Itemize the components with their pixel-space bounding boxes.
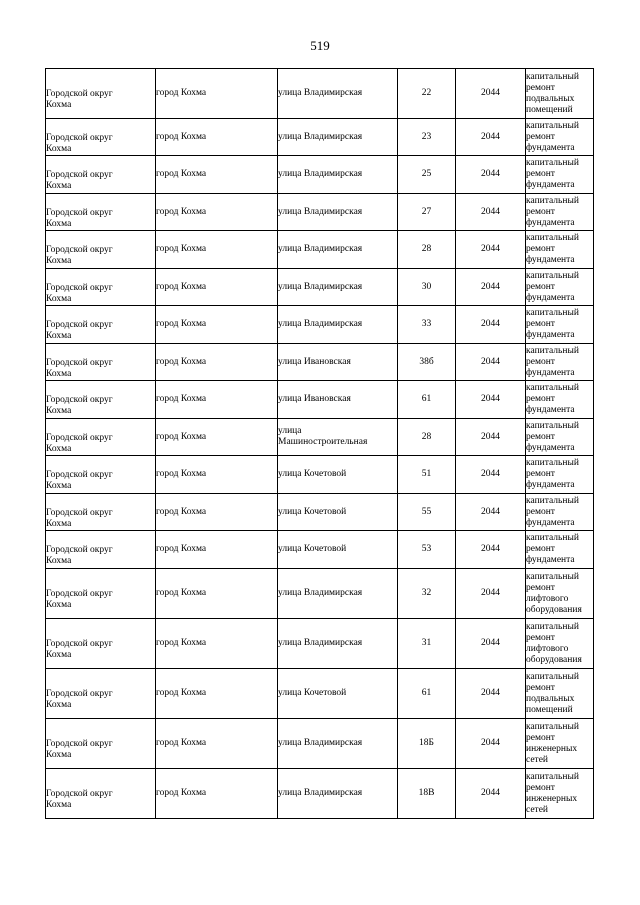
cell-district: [46, 419, 156, 456]
cell-house: 28: [398, 419, 456, 456]
cell-district: [46, 531, 156, 569]
cell-district: [46, 719, 156, 769]
cell-street: улица Владимирская: [278, 769, 398, 819]
cell-city: город Кохма: [156, 194, 278, 231]
cell-year: 2044: [456, 769, 526, 819]
cell-work: капитальный ремонт фундамента: [526, 156, 594, 194]
cell-year: 2044: [456, 456, 526, 494]
table-row: [46, 669, 594, 719]
table-row: [46, 231, 594, 269]
cell-district: [46, 456, 156, 494]
cell-street: улица Владимирская: [278, 156, 398, 194]
cell-city: город Кохма: [156, 419, 278, 456]
cell-house: 28: [398, 231, 456, 269]
table-row: [46, 119, 594, 156]
cell-street: улица Владимирская: [278, 194, 398, 231]
cell-year: 2044: [456, 719, 526, 769]
cell-house: 27: [398, 194, 456, 231]
cell-house: 61: [398, 669, 456, 719]
district-label: Городской округ Кохма: [46, 132, 113, 154]
cell-work: капитальный ремонт лифтового оборудования: [526, 569, 594, 619]
district-label: Городской округ Кохма: [46, 207, 113, 229]
cell-house: 31: [398, 619, 456, 669]
cell-street: улица Владимирская: [278, 69, 398, 119]
cell-work: капитальный ремонт фундамента: [526, 306, 594, 344]
cell-year: 2044: [456, 269, 526, 306]
cell-city: город Кохма: [156, 306, 278, 344]
cell-district: [46, 231, 156, 269]
cell-district: [46, 769, 156, 819]
cell-city: город Кохма: [156, 719, 278, 769]
page-number: 519: [310, 38, 330, 53]
district-label: Городской округ Кохма: [46, 545, 113, 566]
cell-work: капитальный ремонт фундамента: [526, 531, 594, 569]
district-label: Городской округ Кохма: [46, 739, 113, 760]
cell-work: капитальный ремонт инженерных сетей: [526, 769, 594, 819]
cell-district: [46, 194, 156, 231]
cell-house: 38б: [398, 344, 456, 381]
table-row: [46, 194, 594, 231]
cell-street: улица Владимирская: [278, 119, 398, 156]
district-label: Городской округ Кохма: [46, 589, 113, 610]
cell-city: город Кохма: [156, 381, 278, 419]
cell-house: 23: [398, 119, 456, 156]
cell-work: капитальный ремонт фундамента: [526, 344, 594, 381]
cell-house: 32: [398, 569, 456, 619]
district-label: Городской округ Кохма: [46, 395, 113, 416]
cell-street: улица Кочетовой: [278, 456, 398, 494]
table-row: [46, 619, 594, 669]
district-label: Городской округ Кохма: [46, 282, 113, 304]
cell-city: город Кохма: [156, 69, 278, 119]
cell-district: [46, 119, 156, 156]
cell-street: улица Кочетовой: [278, 531, 398, 569]
cell-district: [46, 306, 156, 344]
cell-year: 2044: [456, 306, 526, 344]
cell-city: город Кохма: [156, 531, 278, 569]
table-row: [46, 269, 594, 306]
cell-year: 2044: [456, 531, 526, 569]
table-row: [46, 531, 594, 569]
capital-repair-table: [45, 68, 594, 819]
cell-district: [46, 69, 156, 119]
cell-city: город Кохма: [156, 494, 278, 531]
table-row: [46, 344, 594, 381]
cell-year: 2044: [456, 381, 526, 419]
table-body: [46, 69, 594, 819]
cell-work: капитальный ремонт фундамента: [526, 269, 594, 306]
cell-city: город Кохма: [156, 669, 278, 719]
table-row: [46, 769, 594, 819]
cell-house: 18В: [398, 769, 456, 819]
cell-street: улица Владимирская: [278, 719, 398, 769]
cell-street: улица Владимирская: [278, 569, 398, 619]
cell-district: [46, 156, 156, 194]
cell-year: 2044: [456, 494, 526, 531]
table-row: [46, 381, 594, 419]
cell-year: 2044: [456, 669, 526, 719]
cell-city: город Кохма: [156, 269, 278, 306]
cell-city: город Кохма: [156, 569, 278, 619]
cell-street: улица Ивановская: [278, 381, 398, 419]
cell-work: капитальный ремонт фундамента: [526, 194, 594, 231]
district-label: Городской округ Кохма: [46, 170, 113, 191]
cell-work: капитальный ремонт фундамента: [526, 494, 594, 531]
district-label: Городской округ Кохма: [46, 470, 113, 491]
table-row: [46, 456, 594, 494]
district-label: Городской округ Кохма: [46, 89, 113, 110]
cell-work: капитальный ремонт подвальных помещений: [526, 669, 594, 719]
cell-district: [46, 344, 156, 381]
district-label: Городской округ Кохма: [46, 789, 113, 810]
cell-year: 2044: [456, 231, 526, 269]
cell-year: 2044: [456, 344, 526, 381]
cell-city: город Кохма: [156, 344, 278, 381]
cell-district: [46, 381, 156, 419]
cell-street: улица Владимирская: [278, 269, 398, 306]
cell-work: капитальный ремонт фундамента: [526, 231, 594, 269]
district-label: Городской округ Кохма: [46, 320, 113, 341]
district-label: Городской округ Кохма: [46, 432, 113, 454]
cell-work: капитальный ремонт лифтового оборудования: [526, 619, 594, 669]
cell-city: город Кохма: [156, 619, 278, 669]
cell-house: 51: [398, 456, 456, 494]
cell-house: 18Б: [398, 719, 456, 769]
cell-city: город Кохма: [156, 456, 278, 494]
cell-year: 2044: [456, 194, 526, 231]
cell-street: улица Машиностроительная: [278, 419, 398, 456]
cell-house: 25: [398, 156, 456, 194]
district-label: Городской округ Кохма: [46, 245, 113, 266]
table-row: [46, 494, 594, 531]
table-row: [46, 719, 594, 769]
district-label: Городской округ Кохма: [46, 507, 113, 529]
cell-street: улица Владимирская: [278, 231, 398, 269]
cell-street: улица Кочетовой: [278, 494, 398, 531]
cell-district: [46, 494, 156, 531]
cell-street: улица Владимирская: [278, 619, 398, 669]
table-row: [46, 69, 594, 119]
district-label: Городской округ Кохма: [46, 639, 113, 660]
cell-district: [46, 569, 156, 619]
table-row: [46, 156, 594, 194]
cell-street: улица Ивановская: [278, 344, 398, 381]
cell-house: 33: [398, 306, 456, 344]
cell-district: [46, 619, 156, 669]
cell-house: 55: [398, 494, 456, 531]
cell-city: город Кохма: [156, 156, 278, 194]
cell-city: город Кохма: [156, 119, 278, 156]
cell-street: улица Владимирская: [278, 306, 398, 344]
table-row: [46, 306, 594, 344]
cell-work: капитальный ремонт фундамента: [526, 456, 594, 494]
district-label: Городской округ Кохма: [46, 357, 113, 379]
cell-city: город Кохма: [156, 231, 278, 269]
cell-house: 30: [398, 269, 456, 306]
table-row: [46, 569, 594, 619]
cell-work: капитальный ремонт инженерных сетей: [526, 719, 594, 769]
cell-house: 53: [398, 531, 456, 569]
cell-work: капитальный ремонт фундамента: [526, 419, 594, 456]
cell-year: 2044: [456, 69, 526, 119]
cell-year: 2044: [456, 419, 526, 456]
cell-year: 2044: [456, 119, 526, 156]
cell-year: 2044: [456, 619, 526, 669]
cell-house: 22: [398, 69, 456, 119]
cell-city: город Кохма: [156, 769, 278, 819]
cell-district: [46, 269, 156, 306]
cell-street: улица Кочетовой: [278, 669, 398, 719]
cell-year: 2044: [456, 569, 526, 619]
district-label: Городской округ Кохма: [46, 689, 113, 710]
cell-year: 2044: [456, 156, 526, 194]
cell-work: капитальный ремонт фундамента: [526, 119, 594, 156]
table-row: [46, 419, 594, 456]
cell-house: 61: [398, 381, 456, 419]
cell-work: капитальный ремонт подвальных помещений: [526, 69, 594, 119]
cell-work: капитальный ремонт фундамента: [526, 381, 594, 419]
cell-district: [46, 669, 156, 719]
